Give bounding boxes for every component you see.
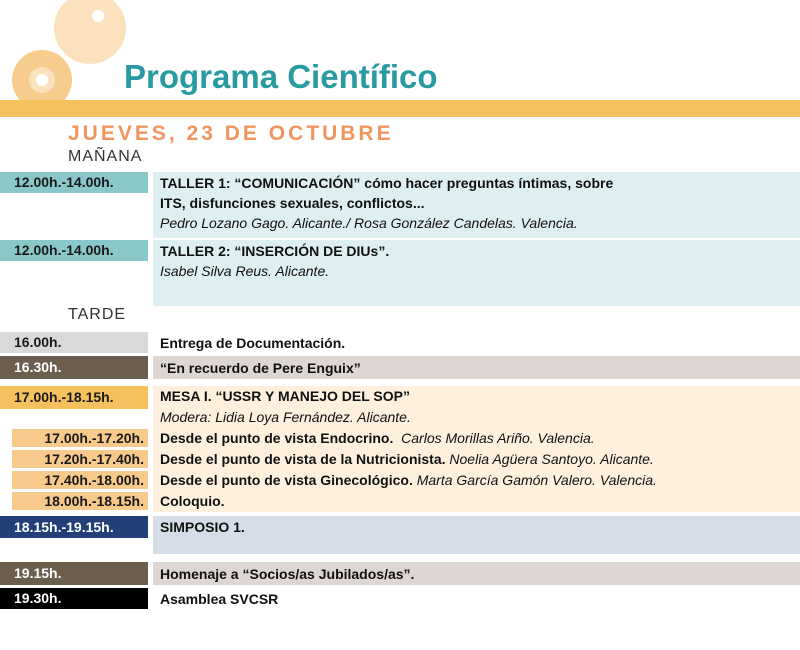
deco-circle-large <box>54 0 126 64</box>
talk-time: 17.20h.-17.40h. <box>12 450 148 468</box>
talk-title: Coloquio. <box>160 493 225 509</box>
period-afternoon: TARDE <box>68 306 127 323</box>
recuerdo-title: “En recuerdo de Pere Enguix” <box>160 360 361 376</box>
talk-title: Desde el punto de vista de la Nutricionista. <box>160 451 446 467</box>
deco-circle-large-hole <box>92 10 104 22</box>
talk-speaker: Noelia Agüera Santoyo. Alicante. <box>449 451 654 467</box>
talk-speaker: Marta García Gamón Valero. Valencia. <box>416 472 657 488</box>
period-morning: MAÑANA <box>68 148 143 165</box>
talk-title: Desde el punto de vista Ginecológico. <box>160 472 413 488</box>
taller2-speakers: Isabel Silva Reus. Alicante. <box>160 263 330 279</box>
talk-title: Desde el punto de vista Endocrino. <box>160 430 394 446</box>
taller2-title: TALLER 2: “INSERCIÓN DE DIUs”. <box>160 243 390 259</box>
entrega-title: Entrega de Documentación. <box>160 335 346 351</box>
talk-time: 17.00h.-17.20h. <box>12 429 148 447</box>
talk-speaker: Carlos Morillas Ariño. Valencia. <box>401 430 595 446</box>
simposio-block <box>153 516 800 554</box>
recuerdo-time: 16.30h. <box>0 356 148 379</box>
deco-circle-small-hole <box>36 74 48 86</box>
simposio-time: 18.15h.-19.15h. <box>0 516 148 538</box>
title-underline-bar <box>0 100 800 117</box>
entrega-time: 16.00h. <box>0 332 148 353</box>
talk-row <box>160 470 657 490</box>
mesa-title: MESA I. “USSR Y MANEJO DEL SOP” <box>160 388 410 404</box>
page-title: Programa Científico <box>124 58 438 95</box>
mesa-moderator: Modera: Lidia Loya Fernández. Alicante. <box>160 409 411 425</box>
simposio-title: SIMPOSIO 1. <box>160 519 245 535</box>
homenaje-time: 19.15h. <box>0 562 148 585</box>
taller1-speakers: Pedro Lozano Gago. Alicante./ Rosa González Candelas. Valencia. <box>160 215 578 231</box>
homenaje-title: Homenaje a “Socios/as Jubilados/as”. <box>160 566 415 582</box>
talk-row <box>160 449 654 469</box>
taller1-time: 12.00h.-14.00h. <box>0 172 148 193</box>
day-heading: JUEVES, 23 DE OCTUBRE <box>68 122 394 145</box>
asamblea-title: Asamblea SVCSR <box>160 591 279 607</box>
taller1-title-line2: ITS, disfunciones sexuales, conflictos... <box>160 195 425 211</box>
talk-time: 17.40h.-18.00h. <box>12 471 148 489</box>
mesa-time: 17.00h.-18.15h. <box>0 386 148 409</box>
taller1-title-line1: TALLER 1: “COMUNICACIÓN” cómo hacer preguntas íntimas, sobre <box>160 175 614 191</box>
talk-time: 18.00h.-18.15h. <box>12 492 148 510</box>
asamblea-time: 19.30h. <box>0 588 148 609</box>
decorative-circles <box>0 0 140 110</box>
talk-row <box>160 428 595 448</box>
taller2-time: 12.00h.-14.00h. <box>0 240 148 261</box>
